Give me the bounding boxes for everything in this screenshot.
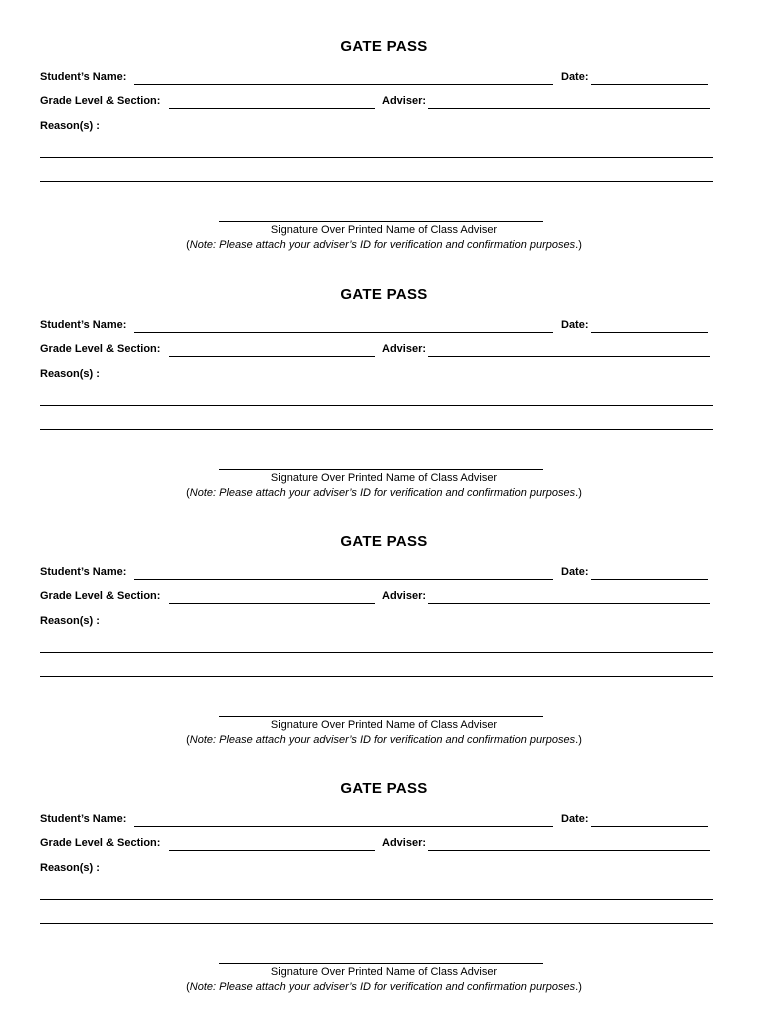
verification-note [0,487,768,499]
form-title: GATE PASS [340,286,428,303]
reason-line-2[interactable] [40,181,713,182]
student-name-field[interactable] [134,579,553,580]
adviser-field[interactable] [428,850,710,851]
grade-section-label: Grade Level & Section: [40,95,161,107]
reason-line-2[interactable] [40,429,713,430]
verification-note [0,239,768,251]
note-text: Note: Please attach your adviser’s ID for verification and confirmation purposes [189,487,576,499]
signature-caption: Signature Over Printed Name of Class Adviser [270,224,498,236]
reasons-label: Reason(s) : [40,862,100,874]
student-name-field[interactable] [134,332,553,333]
grade-section-label: Grade Level & Section: [40,343,161,355]
student-name-field[interactable] [134,826,553,827]
adviser-field[interactable] [428,603,710,604]
student-name-field[interactable] [134,84,553,85]
signature-line[interactable] [219,716,543,717]
signature-line[interactable] [219,221,543,222]
reasons-label: Reason(s) : [40,368,100,380]
grade-section-field[interactable] [169,356,375,357]
grade-section-field[interactable] [169,108,375,109]
note-open-paren: ( [186,239,190,251]
reason-line-1[interactable] [40,157,713,158]
verification-note [0,734,768,746]
reason-line-2[interactable] [40,676,713,677]
adviser-label: Adviser: [382,95,427,107]
form-title: GATE PASS [340,38,428,55]
date-label: Date: [561,71,589,83]
reason-line-2[interactable] [40,923,713,924]
note-open-paren: ( [186,981,190,993]
note-text: Note: Please attach your adviser’s ID for verification and confirmation purposes [189,981,576,993]
grade-section-label: Grade Level & Section: [40,837,161,849]
verification-note [0,981,768,993]
gate-pass-form [0,531,768,779]
adviser-field[interactable] [428,356,710,357]
note-open-paren: ( [186,487,190,499]
note-text: Note: Please attach your adviser’s ID for verification and confirmation purposes [189,734,576,746]
date-label: Date: [561,813,589,825]
student-name-label: Student’s Name: [40,71,127,83]
note-open-paren: ( [186,734,190,746]
grade-section-label: Grade Level & Section: [40,590,161,602]
reasons-label: Reason(s) : [40,615,100,627]
date-label: Date: [561,319,589,331]
signature-caption: Signature Over Printed Name of Class Adviser [270,719,498,731]
adviser-label: Adviser: [382,837,427,849]
reasons-label: Reason(s) : [40,120,100,132]
adviser-field[interactable] [428,108,710,109]
signature-caption: Signature Over Printed Name of Class Adviser [270,966,498,978]
date-field[interactable] [591,84,708,85]
adviser-label: Adviser: [382,343,427,355]
reason-line-1[interactable] [40,652,713,653]
date-field[interactable] [591,826,708,827]
note-close-paren: .) [575,239,582,251]
signature-line[interactable] [219,469,543,470]
student-name-label: Student’s Name: [40,319,127,331]
student-name-label: Student’s Name: [40,813,127,825]
gate-pass-form [0,284,768,532]
reason-line-1[interactable] [40,405,713,406]
adviser-label: Adviser: [382,590,427,602]
date-label: Date: [561,566,589,578]
note-text: Note: Please attach your adviser’s ID for verification and confirmation purposes [189,239,576,251]
student-name-label: Student’s Name: [40,566,127,578]
gate-pass-form [0,36,768,284]
reason-line-1[interactable] [40,899,713,900]
date-field[interactable] [591,332,708,333]
grade-section-field[interactable] [169,603,375,604]
signature-caption: Signature Over Printed Name of Class Adviser [270,472,498,484]
form-title: GATE PASS [340,533,428,550]
note-close-paren: .) [575,734,582,746]
signature-line[interactable] [219,963,543,964]
note-close-paren: .) [575,487,582,499]
date-field[interactable] [591,579,708,580]
note-close-paren: .) [575,981,582,993]
form-title: GATE PASS [340,780,428,797]
gate-pass-form [0,778,768,1026]
grade-section-field[interactable] [169,850,375,851]
